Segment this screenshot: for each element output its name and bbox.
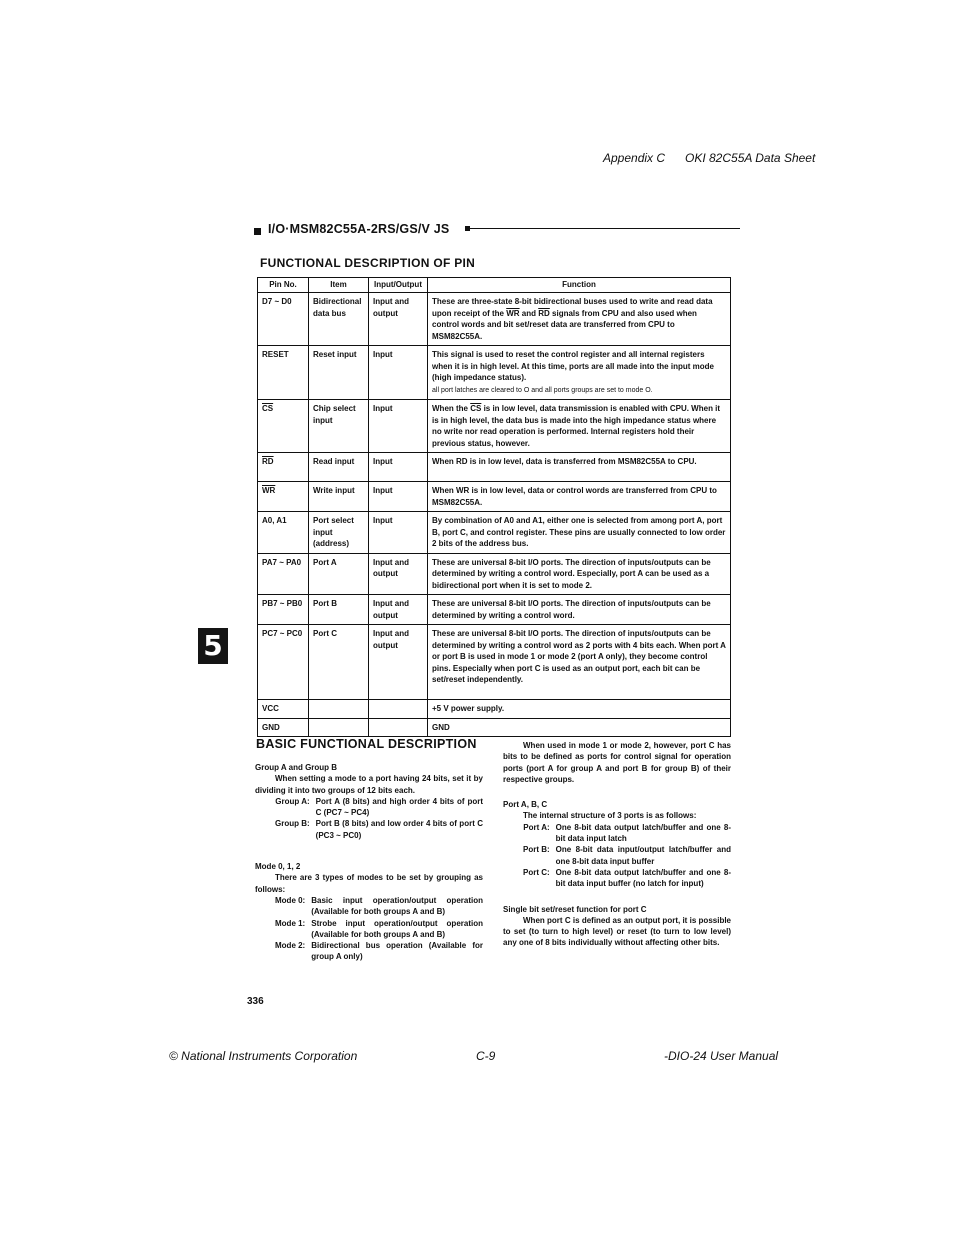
mode-definitions	[255, 895, 483, 963]
table-row	[258, 718, 731, 737]
port-c-value: One 8-bit data output latch/buffer and one 8-bit data input buffer (no latch for input)	[555, 867, 731, 889]
header-doc-title: OKI 82C55A Data Sheet	[685, 151, 816, 165]
functional-description-heading: FUNCTIONAL DESCRIPTION OF PIN	[260, 256, 476, 270]
io-cell: Input and output	[369, 625, 428, 700]
right-column	[503, 740, 731, 949]
header-input-output: Input/Output	[369, 278, 428, 293]
pin-cell: $\overline{CS}$	[258, 400, 309, 453]
table-row	[258, 346, 731, 400]
function-cell: By combination of A0 and A1, either one is selected from among port A, port B, port C, and control register. These pins are usually connected to low order 2 bits of the address bus.	[428, 512, 731, 554]
ports-text: The internal structure of 3 ports is as follows:	[523, 811, 697, 821]
function-cell: These are universal 8-bit I/O ports. The direction of inputs/outputs can be determined by writing a control word as 2 ports with 4 bits each. When port A or port B is used in mode 1 or mode 2 (port A only), they become control pins. Especially when port C is used as an output port, each bit can be set/reset independently.	[428, 625, 731, 700]
header-item: Item	[309, 278, 369, 293]
chapter-tab: 5	[198, 628, 228, 664]
io-cell: Input and output	[369, 553, 428, 595]
function-text: and	[519, 308, 539, 318]
function-signal: $\overline{WR}$	[506, 308, 520, 318]
mode1-key: Mode 1:	[275, 918, 306, 928]
port-b-key: Port B:	[523, 845, 550, 855]
item-cell	[309, 718, 369, 737]
table-row	[258, 700, 731, 719]
item-cell: Port B	[309, 595, 369, 625]
pin-cell: PB7 ~ PB0	[258, 595, 309, 625]
footer-copyright: © National Instruments Corporation	[169, 1049, 358, 1063]
section-title: I/O·MSM82C55A-2RS/GS/V JS	[268, 222, 450, 236]
group-text: When setting a mode to a port having 24 bits, set it by dividing it into two groups of 12 bits each.	[255, 774, 483, 795]
io-cell	[369, 700, 428, 719]
mode2-value: Bidirectional bus operation (Available for group A only)	[311, 941, 483, 962]
group-a-value: Port A (8 bits) and high order 4 bits of port C (PC7 ~ PC4)	[315, 796, 483, 818]
pin-cell: $\overline{WR}$	[258, 482, 309, 512]
ports-heading: Port A, B, C	[503, 800, 548, 810]
function-cell	[428, 400, 731, 453]
table-row	[258, 482, 731, 512]
header-function: Function	[428, 278, 731, 293]
group-b-key: Group B:	[275, 819, 310, 829]
section-rule	[470, 228, 740, 229]
header-pin-no: Pin No.	[258, 278, 309, 293]
mode-usage-text: When used in mode 1 or mode 2, however, port C has bits to be defined as ports for control signal for operation ports (port A for group A and port B for group B) of their respective groups.	[503, 741, 731, 784]
io-cell: Input	[369, 346, 428, 400]
item-cell: Write input	[309, 482, 369, 512]
item-cell	[309, 700, 369, 719]
function-cell: These are universal 8-bit I/O ports. The direction of inputs/outputs can be determined by writing a control word. Especially, port A can be used as a bidirectional port when it is set to mode 2.	[428, 553, 731, 595]
item-cell: Port A	[309, 553, 369, 595]
table-row	[258, 512, 731, 554]
io-cell: Input	[369, 512, 428, 554]
port-a-key: Port A:	[523, 822, 550, 832]
item-cell: Port C	[309, 625, 369, 700]
function-text: This signal is used to reset the control register and all internal registers when it is in high level. At this time, ports are all made into the input mode (high impedance status).	[432, 350, 714, 382]
item-cell: Port select input (address)	[309, 512, 369, 554]
header-appendix: Appendix C	[603, 151, 666, 165]
group-a-key: Group A:	[275, 796, 310, 806]
mode-text: There are 3 types of modes to be set by grouping as follows:	[255, 873, 483, 894]
io-cell: Input	[369, 482, 428, 512]
function-cell: When WR is in low level, data or control words are transferred from CPU to MSM82C55A.	[428, 482, 731, 512]
mode0-value: Basic input operation/output operation (Available for both groups A and B)	[311, 895, 483, 917]
function-text: signals from CPU and also used when control words and bit set/reset data are transferred from CPU to MSM82C55A.	[432, 308, 697, 341]
pin-cell: RESET	[258, 346, 309, 400]
io-cell: Input and output	[369, 293, 428, 346]
group-definitions	[255, 796, 483, 841]
mode-heading: Mode 0, 1, 2	[255, 862, 301, 872]
function-signal: $\overline{CS}$	[470, 404, 482, 413]
section-title-bar	[254, 222, 744, 242]
pin-cell: GND	[258, 718, 309, 737]
function-text: When the	[432, 404, 471, 413]
pin-cell: D7 ~ D0	[258, 293, 309, 346]
port-a-value: One 8-bit data output latch/buffer and one 8-bit data input latch	[555, 822, 731, 844]
table-row	[258, 400, 731, 453]
io-cell: Input	[369, 453, 428, 482]
function-signal: $\overline{RD}$	[538, 308, 550, 318]
item-cell: Read input	[309, 453, 369, 482]
port-b-value: One 8-bit data input/output latch/buffer and one 8-bit data input buffer	[555, 845, 731, 866]
mode1-value: Strobe input operation/output operation (Available for both groups A and B)	[311, 918, 483, 939]
mode2-key: Mode 2:	[275, 941, 306, 951]
scanned-page-number: 336	[247, 996, 264, 1007]
group-heading: Group A and Group B	[255, 763, 338, 772]
left-column	[255, 760, 483, 963]
item-cell: Reset input	[309, 346, 369, 400]
io-cell: Input and output	[369, 595, 428, 625]
function-text: is in low level, data transmission is enabled with CPU. When it is in high level, the data bus is made into the high impedance status where no write nor read operation is performed. Internal registers hold their previous status, however.	[432, 404, 721, 448]
item-cell: Bidirectional data bus	[309, 293, 369, 346]
table-row	[258, 595, 731, 625]
function-cell: GND	[428, 718, 731, 737]
io-cell: Input	[369, 400, 428, 453]
bullet-square-icon	[254, 228, 261, 235]
mode0-key: Mode 0:	[275, 895, 306, 905]
item-cell: Chip select input	[309, 400, 369, 453]
single-bit-text: When port C is defined as an output port, it is possible to set (to turn to high level) or reset (to turn to low level) any one of 8 bits individually without affecting other bits.	[503, 915, 731, 948]
port-definitions	[503, 822, 731, 890]
function-cell	[428, 346, 731, 400]
function-cell: +5 V power supply.	[428, 700, 731, 719]
footer-manual-title: -DIO-24 User Manual	[664, 1049, 779, 1063]
function-cell: When RD is in low level, data is transferred from MSM82C55A to CPU.	[428, 453, 731, 482]
table-row	[258, 553, 731, 595]
pin-cell: A0, A1	[258, 512, 309, 554]
pin-cell: VCC	[258, 700, 309, 719]
pin-function-table	[257, 277, 731, 737]
table-row	[258, 453, 731, 482]
table-row	[258, 293, 731, 346]
pin-cell: PA7 ~ PA0	[258, 553, 309, 595]
io-cell	[369, 718, 428, 737]
pin-cell: $\overline{RD}$	[258, 453, 309, 482]
function-text: These are three-state 8-bit bidirectional buses used to write and read data upon receipt of the	[432, 297, 713, 318]
function-cell: These are universal 8-bit I/O ports. The direction of inputs/outputs can be determined by writing a control word.	[428, 595, 731, 625]
function-handwritten-note: all port latches are cleared to O and all ports groups are set to mode O.	[432, 386, 653, 394]
table-header-row	[258, 278, 731, 293]
pin-cell: PC7 ~ PC0	[258, 625, 309, 700]
basic-description-heading: BASIC FUNCTIONAL DESCRIPTION	[256, 737, 477, 751]
footer-page-number: C-9	[476, 1049, 496, 1063]
group-b-value: Port B (8 bits) and low order 4 bits of port C (PC3 ~ PC0)	[315, 819, 483, 840]
port-c-key: Port C:	[523, 867, 550, 877]
single-bit-heading: Single bit set/reset function for port C	[503, 904, 647, 914]
table-row	[258, 625, 731, 700]
function-cell	[428, 293, 731, 346]
